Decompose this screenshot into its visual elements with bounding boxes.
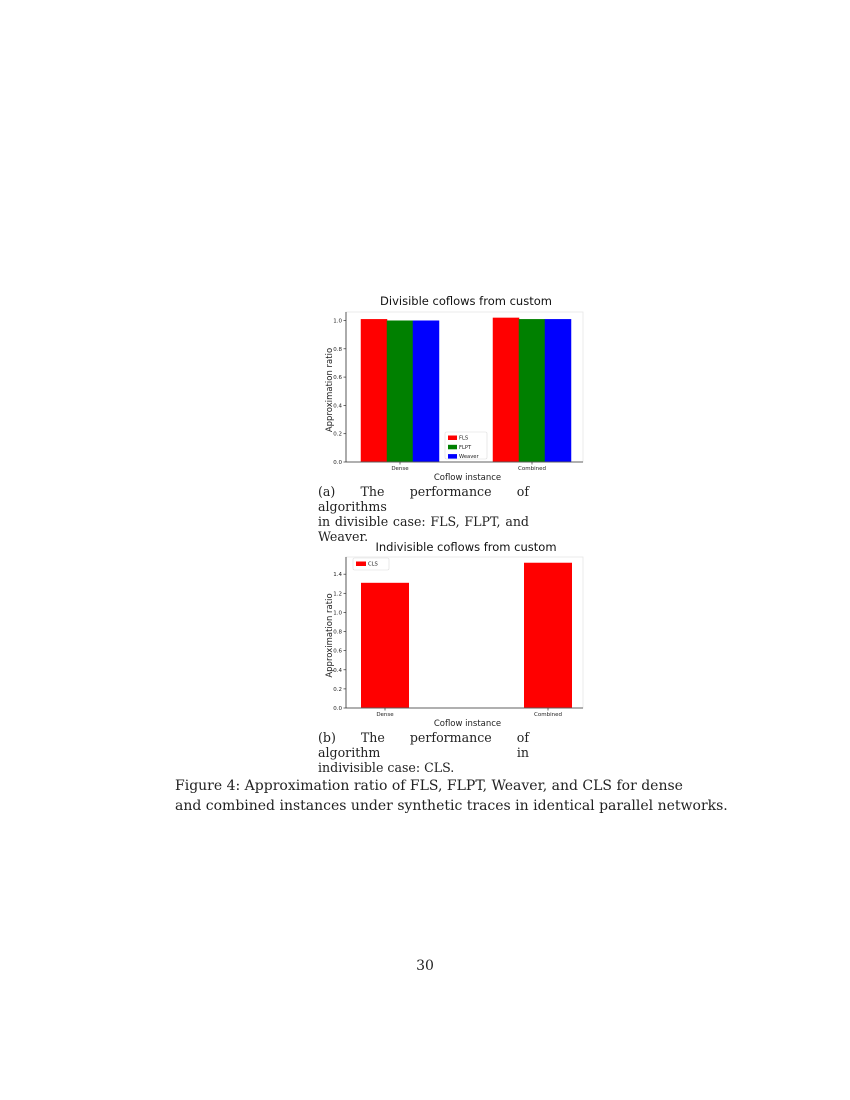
chart-a-y-tick-label: 0.0: [333, 460, 342, 466]
chart-a-legend-label-flpt: FLPT: [459, 444, 472, 451]
chart-b-y-axis-label: Approximation ratio: [325, 593, 335, 678]
chart-b-y-tick-label: 1.4: [333, 572, 342, 579]
chart-b-x-tick-label: Dense: [376, 712, 394, 718]
subcaption-a-line: Weaver.: [318, 529, 369, 544]
chart-b-y-tick-label: 1.2: [333, 591, 342, 598]
chart-a-legend-label-weaver: Weaver: [459, 454, 479, 461]
chart-b-y-tick-label: 0.4: [333, 667, 342, 674]
chart-b-y-tick-label: 0.6: [333, 648, 342, 655]
subcaption-b-line: indivisible case: CLS.: [318, 760, 455, 775]
figure-caption: [175, 776, 728, 816]
chart-a-y-tick-label: 1.0: [333, 318, 342, 325]
subcaption-a-line: (a) The performance of algorithms: [318, 484, 529, 514]
chart-b-bar-cls-dense: [361, 583, 409, 708]
chart-b-y-tick-label: 0.2: [333, 686, 342, 693]
chart-b-title: Indivisible coflows from custom: [375, 540, 557, 554]
figure-caption-line: Figure 4: Approximation ratio of FLS, FLPT, Weaver, and CLS for dense: [175, 778, 683, 794]
chart-a-x-tick-label: Dense: [391, 466, 409, 472]
chart-a-title: Divisible coflows from custom: [380, 294, 552, 308]
chart-b-y-tick-label: 1.0: [333, 610, 342, 617]
chart-a-x-tick-label: Combined: [518, 466, 546, 472]
subcaption-b-line: (b) The performance of algorithm in: [318, 730, 529, 760]
chart-b-bar-cls-combined: [524, 563, 572, 708]
chart-a-legend-label-fls: FLS: [459, 435, 469, 442]
chart-a-x-axis-label: Coflow instance: [433, 473, 502, 483]
chart-a-y-tick-label: 0.2: [333, 431, 342, 438]
chart-b-y-tick-label: 0.0: [333, 706, 342, 712]
chart-b-x-axis-label: Coflow instance: [433, 719, 502, 729]
page-number: 30: [416, 958, 434, 974]
chart-b-legend-label-cls: CLS: [368, 561, 378, 568]
subcaption-a-line: in divisible case: FLS, FLPT, and: [318, 514, 529, 529]
chart-b-y-tick-label: 0.8: [333, 629, 342, 636]
chart-b-legend-swatch-cls: [356, 562, 366, 567]
chart-a-y-tick-label: 0.4: [333, 403, 342, 410]
subcaption-b: [318, 730, 529, 775]
chart-a-y-axis-label: Approximation ratio: [325, 347, 335, 433]
chart-a-y-tick-label: 0.6: [333, 375, 342, 382]
chart-a-y-tick-label: 0.8: [333, 346, 342, 353]
figure-caption-line: and combined instances under synthetic traces in identical parallel networks.: [175, 798, 728, 814]
chart-b-x-tick-label: Combined: [534, 712, 562, 718]
